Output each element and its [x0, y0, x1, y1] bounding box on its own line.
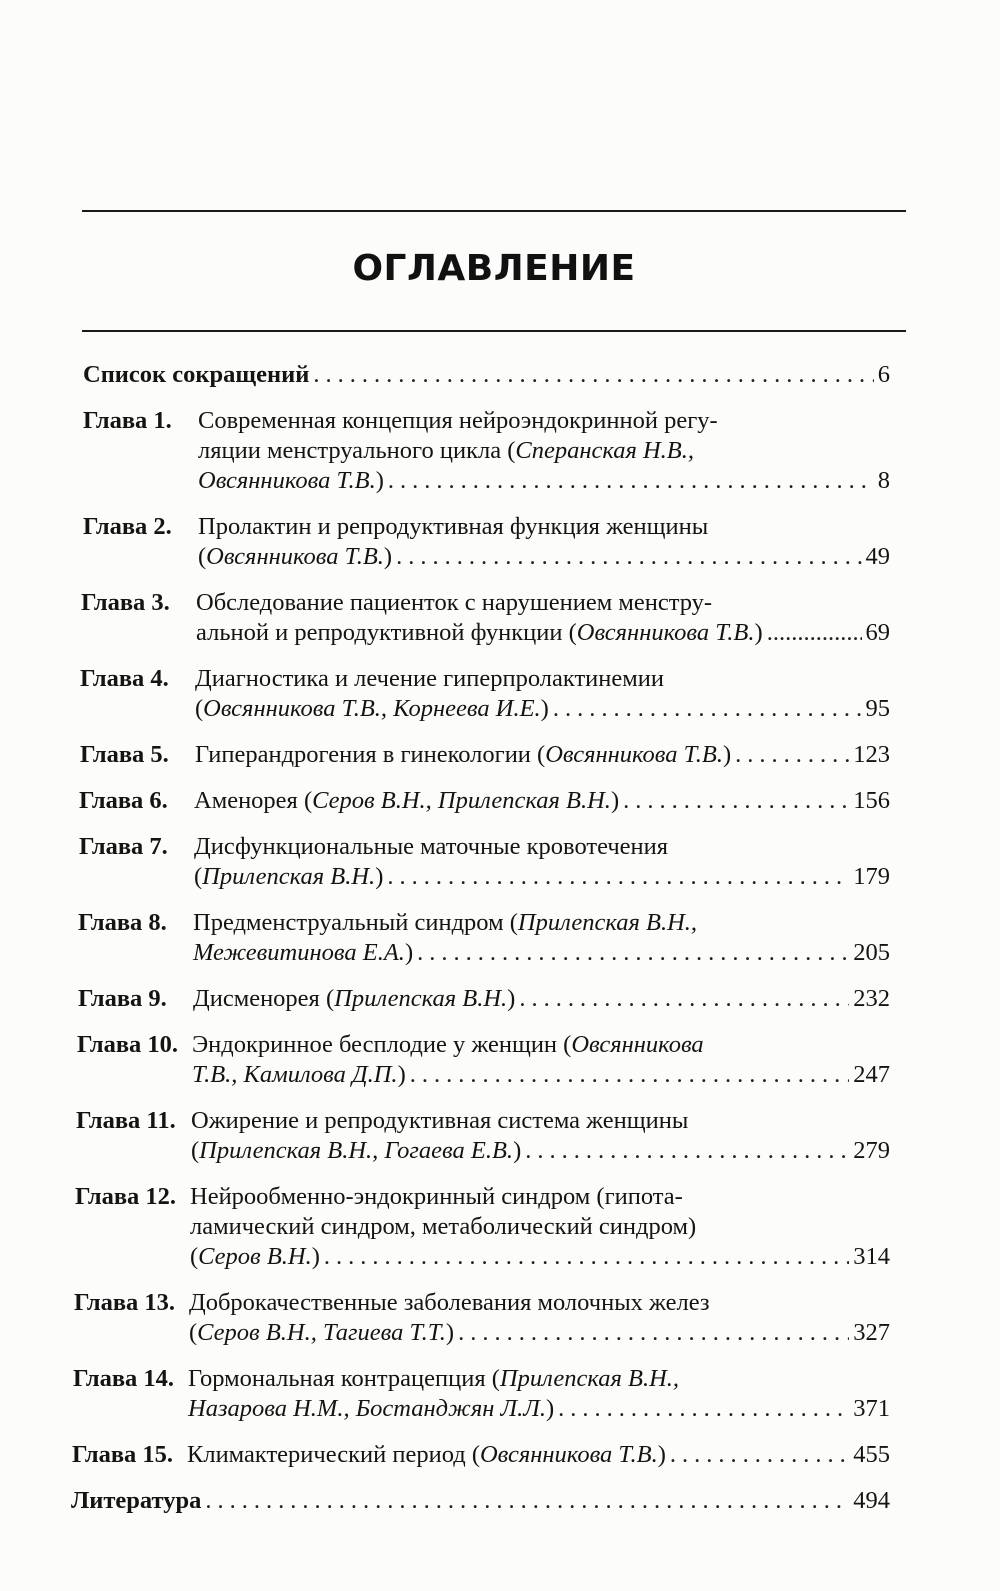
leader-dots: [396, 542, 861, 572]
table-of-contents: [71, 360, 890, 1516]
toc-line: Дисфункциональные маточные кровотечения: [194, 833, 669, 860]
toc-entry-chapter-5[interactable]: [80, 740, 890, 770]
toc-line: ляции менструального цикла (Сперанская Н.В.,: [198, 437, 695, 464]
toc-line: Нейрообменно-эндокринный синдром (гипота-: [190, 1183, 683, 1210]
leader-dots: [519, 984, 849, 1014]
chapter-label: Глава 11.: [76, 1107, 176, 1134]
toc-page: 95: [865, 695, 890, 722]
toc-entry-chapter-2[interactable]: [83, 512, 890, 572]
leader-dots: [387, 862, 849, 892]
toc-page: 232: [853, 985, 890, 1012]
chapter-label: Глава 2.: [83, 513, 172, 540]
chapter-label: Глава 14.: [73, 1365, 175, 1392]
toc-line: ламический синдром, метаболический синдром): [190, 1213, 697, 1240]
toc-line: Эндокринное бесплодие у женщин (Овсянникова: [192, 1031, 704, 1058]
toc-line: (Серов В.Н.): [190, 1243, 320, 1270]
toc-line: (Овсянникова Т.В., Корнеева И.Е.): [195, 695, 549, 722]
toc-line: Ожирение и репродуктивная система женщины: [191, 1107, 689, 1134]
toc-page: 156: [853, 787, 890, 814]
leader-dots: [767, 618, 862, 648]
authors: Прилепская В.Н.,: [499, 1365, 680, 1392]
leader-dots: [558, 1394, 849, 1424]
toc-line: Современная концепция нейроэндокринной регу-: [198, 407, 718, 434]
toc-page: 179: [853, 863, 890, 890]
leader-dots: [313, 360, 873, 390]
leader-dots: [417, 938, 849, 968]
authors: Овсянникова Т.В.: [198, 467, 376, 494]
authors: Серов В.Н.: [198, 1243, 312, 1270]
toc-line: Межевитинова Е.А.): [193, 939, 414, 966]
toc-entry-abbreviations[interactable]: [83, 360, 890, 390]
toc-page: 123: [853, 741, 890, 768]
toc-line: Назарова Н.М., Бостанджян Л.Л.): [188, 1395, 555, 1422]
top-rule: [82, 210, 906, 212]
toc-page: 314: [853, 1243, 890, 1270]
toc-line: Пролактин и репродуктивная функция женщины: [198, 513, 709, 540]
authors: Прилепская В.Н., Гогаева Е.В.: [199, 1137, 514, 1164]
authors: Овсянникова Т.В., Корнеева И.Е.: [203, 695, 541, 722]
chapter-label: Глава 8.: [78, 909, 167, 936]
toc-line: Овсянникова Т.В.): [198, 467, 384, 494]
chapter-label: Глава 12.: [75, 1183, 177, 1210]
toc-title: Литература: [71, 1487, 202, 1514]
toc-page: 6: [877, 361, 890, 388]
toc-entry-chapter-14[interactable]: [73, 1364, 890, 1424]
chapter-label: Глава 15.: [72, 1441, 174, 1468]
chapter-label: Глава 7.: [79, 833, 168, 860]
leader-dots: [525, 1136, 849, 1166]
authors: Прилепская В.Н.,: [517, 909, 698, 936]
toc-page: 247: [853, 1061, 890, 1088]
toc-line: (Овсянникова Т.В.): [198, 543, 393, 570]
authors: Прилепская В.Н.: [334, 985, 508, 1012]
leader-dots: [623, 786, 849, 816]
toc-page: 69: [865, 619, 890, 646]
authors: Сперанская Н.В.,: [515, 437, 695, 464]
toc-page: 8: [877, 467, 890, 494]
toc-page: 494: [853, 1487, 890, 1514]
authors: Назарова Н.М., Бостанджян Л.Л.: [188, 1395, 546, 1422]
toc-line: Климактерический период (Овсянникова Т.В.): [187, 1441, 666, 1468]
leader-dots: [410, 1060, 850, 1090]
leader-dots: [388, 466, 874, 496]
toc-entry-chapter-1[interactable]: [83, 406, 890, 496]
leader-dots: [553, 694, 862, 724]
toc-page: 279: [853, 1137, 890, 1164]
toc-entry-chapter-6[interactable]: [79, 786, 890, 816]
authors: Овсянникова: [571, 1031, 704, 1058]
toc-line: (Серов В.Н., Тагиева Т.Т.): [189, 1319, 455, 1346]
toc-line: Т.В., Камилова Д.П.): [192, 1061, 406, 1088]
title-rule: [82, 330, 906, 332]
toc-line: Аменорея (Серов В.Н., Прилепская В.Н.): [194, 787, 620, 814]
toc-entry-chapter-11[interactable]: [76, 1106, 890, 1166]
toc-line: Гормональная контрацепция (Прилепская В.Н.,: [188, 1365, 680, 1392]
toc-page: 49: [865, 543, 890, 570]
leader-dots: [324, 1242, 849, 1272]
toc-line: Обследование пациенток с нарушением менстру-: [196, 589, 713, 616]
toc-line: (Прилепская В.Н., Гогаева Е.В.): [191, 1137, 522, 1164]
leader-dots: [458, 1318, 849, 1348]
chapter-label: Глава 9.: [78, 985, 167, 1012]
authors: Овсянникова Т.В.: [479, 1441, 658, 1468]
authors: Т.В., Камилова Д.П.: [192, 1061, 398, 1088]
chapter-label: Глава 13.: [74, 1289, 176, 1316]
toc-page: 371: [853, 1395, 890, 1422]
toc-title: Список сокращений: [83, 361, 310, 388]
leader-dots: [205, 1486, 849, 1516]
chapter-label: Глава 10.: [77, 1031, 179, 1058]
toc-entry-chapter-3[interactable]: [81, 588, 890, 648]
authors: Межевитинова Е.А.: [193, 939, 405, 966]
toc-line: альной и репродуктивной функции (Овсянникова Т.В.): [196, 619, 763, 646]
toc-entry-chapter-10[interactable]: [77, 1030, 890, 1090]
toc-line: Доброкачественные заболевания молочных желез: [189, 1289, 710, 1316]
chapter-label: Глава 1.: [83, 407, 172, 434]
toc-entry-chapter-4[interactable]: [80, 664, 890, 724]
toc-entry-chapter-7[interactable]: [79, 832, 890, 892]
toc-line: Предменструальный синдром (Прилепская В.Н.,: [193, 909, 698, 936]
toc-entry-chapter-15[interactable]: [72, 1440, 890, 1470]
authors: Серов В.Н., Тагиева Т.Т.: [197, 1319, 446, 1346]
toc-entry-chapter-9[interactable]: [78, 984, 890, 1014]
chapter-label: Глава 5.: [80, 741, 169, 768]
leader-dots: [670, 1440, 849, 1470]
toc-entry-literature[interactable]: [71, 1486, 890, 1516]
toc-page: 205: [853, 939, 890, 966]
authors: Прилепская В.Н.: [202, 863, 376, 890]
authors: Овсянникова Т.В.: [206, 543, 384, 570]
toc-line: Диагностика и лечение гиперпролактинемии: [195, 665, 664, 692]
toc-entry-chapter-13[interactable]: [74, 1288, 890, 1348]
toc-line: Дисменорея (Прилепская В.Н.): [193, 985, 516, 1012]
authors: Серов В.Н., Прилепская В.Н.: [312, 787, 611, 814]
toc-page: 327: [853, 1319, 890, 1346]
page-title: ОГЛАВЛЕНИЕ: [352, 248, 636, 289]
leader-dots: [735, 740, 849, 770]
toc-entry-chapter-12[interactable]: [75, 1182, 890, 1272]
toc-page: 455: [853, 1441, 890, 1468]
toc-line: (Прилепская В.Н.): [194, 863, 384, 890]
authors: Овсянникова Т.В.: [576, 619, 755, 646]
chapter-label: Глава 3.: [81, 589, 170, 616]
chapter-label: Глава 6.: [79, 787, 168, 814]
chapter-label: Глава 4.: [80, 665, 169, 692]
authors: Овсянникова Т.В.: [545, 741, 723, 768]
toc-entry-chapter-8[interactable]: [78, 908, 890, 968]
toc-line: Гиперандрогения в гинекологии (Овсянникова Т.В.): [195, 741, 732, 768]
